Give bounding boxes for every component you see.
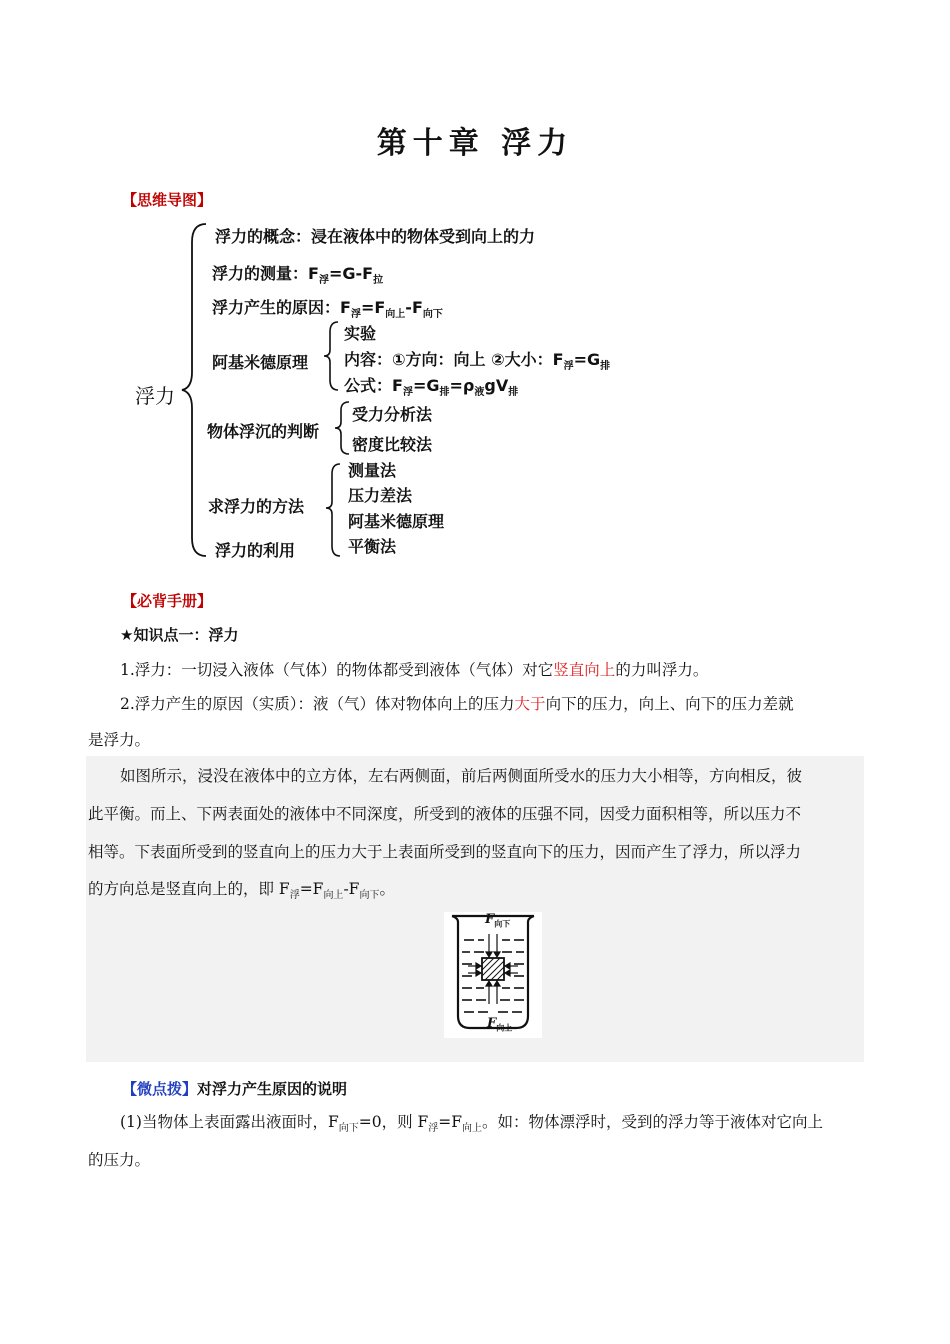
mindmap-concept: 浮力的概念：浸在液体中的物体受到向上的力 bbox=[215, 227, 536, 246]
tip-line-2: 的压力。 bbox=[88, 1151, 151, 1169]
paragraph-1: 1.浮力：一切浸入液体（气体）的物体都受到液体（气体）对它竖直向上的力叫浮力。 bbox=[120, 661, 709, 679]
arch-content: 内容：①方向：向上 ②大小：$F_浮=G_排$ bbox=[344, 350, 611, 373]
mindmap-cause: 浮力产生的原因：$F_浮=F_{向上}-F_{向下}$ bbox=[212, 298, 443, 321]
sinkfloat-item-1: 受力分析法 bbox=[352, 405, 433, 424]
methods-item-3: 阿基米德原理 bbox=[348, 512, 445, 531]
sinkfloat-brace-icon bbox=[333, 400, 353, 456]
paragraph-2: 2.浮力产生的原因（实质）：液（气）体对物体向上的压力大于向下的压力，向上、向下的压力差就 bbox=[120, 695, 794, 713]
paragraph-2-cont: 是浮力。 bbox=[88, 731, 151, 749]
mindmap-sinkfloat: 物体浮沉的判断 bbox=[207, 422, 320, 441]
arch-formula: 公式：$F_浮=G_排=\rho_液gV_排$ bbox=[344, 376, 519, 399]
box-line-2: 此平衡。而上、下两表面处的液体中不同深度，所受到的液体的压强不同，因受力面积相等，所以压力不 bbox=[88, 805, 802, 823]
methods-brace-icon bbox=[324, 462, 344, 558]
box-line-1: 如图所示，浸没在液体中的立方体，左右两侧面，前后两侧面所受水的压力大小相等，方向相反，彼 bbox=[120, 767, 803, 785]
mindmap-root: 浮力 bbox=[135, 384, 175, 408]
mindmap-methods: 求浮力的方法 bbox=[208, 497, 305, 516]
box-line-4: 的方向总是竖直向上的，即 $F_浮=F_{向上}-F_{向下}$。 bbox=[88, 880, 395, 902]
page-title: 第十章 浮力 bbox=[376, 126, 574, 161]
sinkfloat-item-2: 密度比较法 bbox=[352, 435, 433, 454]
methods-item-2: 压力差法 bbox=[348, 486, 413, 505]
fig-bottom-label: $F_{向上}$ bbox=[487, 1016, 513, 1033]
methods-item-1: 测量法 bbox=[348, 461, 397, 480]
tip-heading: 【微点拨】对浮力产生原因的说明 bbox=[122, 1080, 348, 1098]
mindmap-heading: 【思维导图】 bbox=[122, 191, 213, 209]
mindmap-archimedes: 阿基米德原理 bbox=[212, 353, 309, 372]
arch-experiment: 实验 bbox=[344, 324, 377, 343]
tip-line-1: (1)当物体上表面露出液面时，$F_{向下}=0$，则 $F_浮=F_{向上}$。如：物体漂浮时，受到的浮力等于液体对它向上 bbox=[120, 1113, 824, 1135]
big-brace-icon bbox=[180, 222, 210, 558]
fig-top-label: $F_{向下}$ bbox=[485, 912, 511, 929]
mindmap-use: 浮力的利用 bbox=[215, 541, 296, 560]
knowledge-point-1: ★知识点一：浮力 bbox=[120, 626, 239, 644]
handbook-heading: 【必背手册】 bbox=[122, 592, 213, 610]
mindmap-measure: 浮力的测量：$F_浮=G-F_拉$ bbox=[212, 264, 384, 287]
box-line-3: 相等。下表面所受到的竖直向上的压力大于上表面所受到的竖直向下的压力，因而产生了浮力，所以浮力 bbox=[88, 843, 802, 861]
methods-item-4: 平衡法 bbox=[348, 537, 397, 556]
archimedes-brace-icon bbox=[322, 320, 342, 392]
